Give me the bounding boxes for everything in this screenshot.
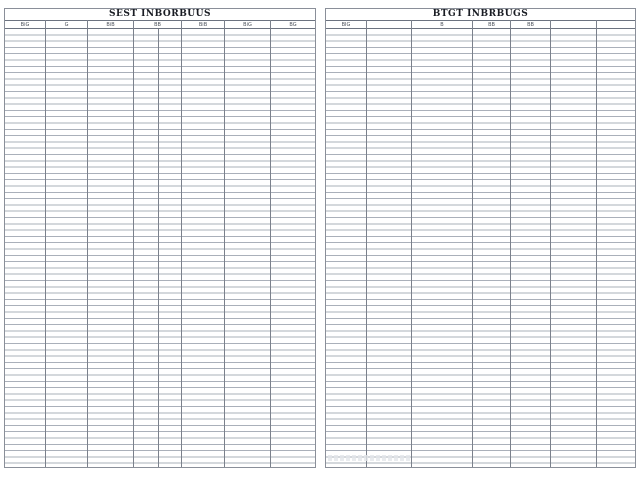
column-header — [597, 21, 635, 29]
column-header: BiG — [20, 22, 30, 28]
column-divider — [224, 20, 225, 467]
column-header — [367, 21, 411, 29]
ledger-sheet-left — [4, 8, 316, 468]
ruled-rows — [5, 29, 315, 467]
column-header: G — [64, 22, 69, 28]
column-divider — [366, 20, 367, 467]
column-divider — [87, 20, 88, 467]
column-header: BB — [488, 22, 495, 28]
column-divider — [133, 20, 134, 467]
column-header: BiB — [198, 22, 208, 28]
ledger-sheet-right — [325, 8, 636, 468]
column-header: BiG — [243, 22, 252, 28]
column-header: BB — [527, 22, 534, 28]
column-header: BG — [289, 22, 297, 28]
column-divider — [510, 20, 511, 467]
column-divider — [472, 20, 473, 467]
sheet-title: BTGT INBRBUGS — [432, 9, 529, 19]
column-divider — [45, 20, 46, 467]
ruled-rows — [326, 29, 635, 467]
column-divider — [596, 20, 597, 467]
column-divider — [158, 29, 159, 467]
column-divider — [411, 20, 412, 467]
column-header-row — [326, 20, 635, 29]
faint-watermark — [328, 455, 410, 461]
sheet-title: SEST INBORBUUS — [108, 9, 212, 19]
column-header: B — [440, 22, 444, 28]
column-header: BIG — [341, 22, 351, 28]
column-header: BiB — [106, 22, 115, 28]
column-divider — [550, 20, 551, 467]
column-header — [551, 21, 596, 29]
column-header: BB — [154, 22, 161, 28]
column-divider — [270, 20, 271, 467]
column-header-row — [5, 20, 315, 29]
column-divider — [181, 20, 182, 467]
